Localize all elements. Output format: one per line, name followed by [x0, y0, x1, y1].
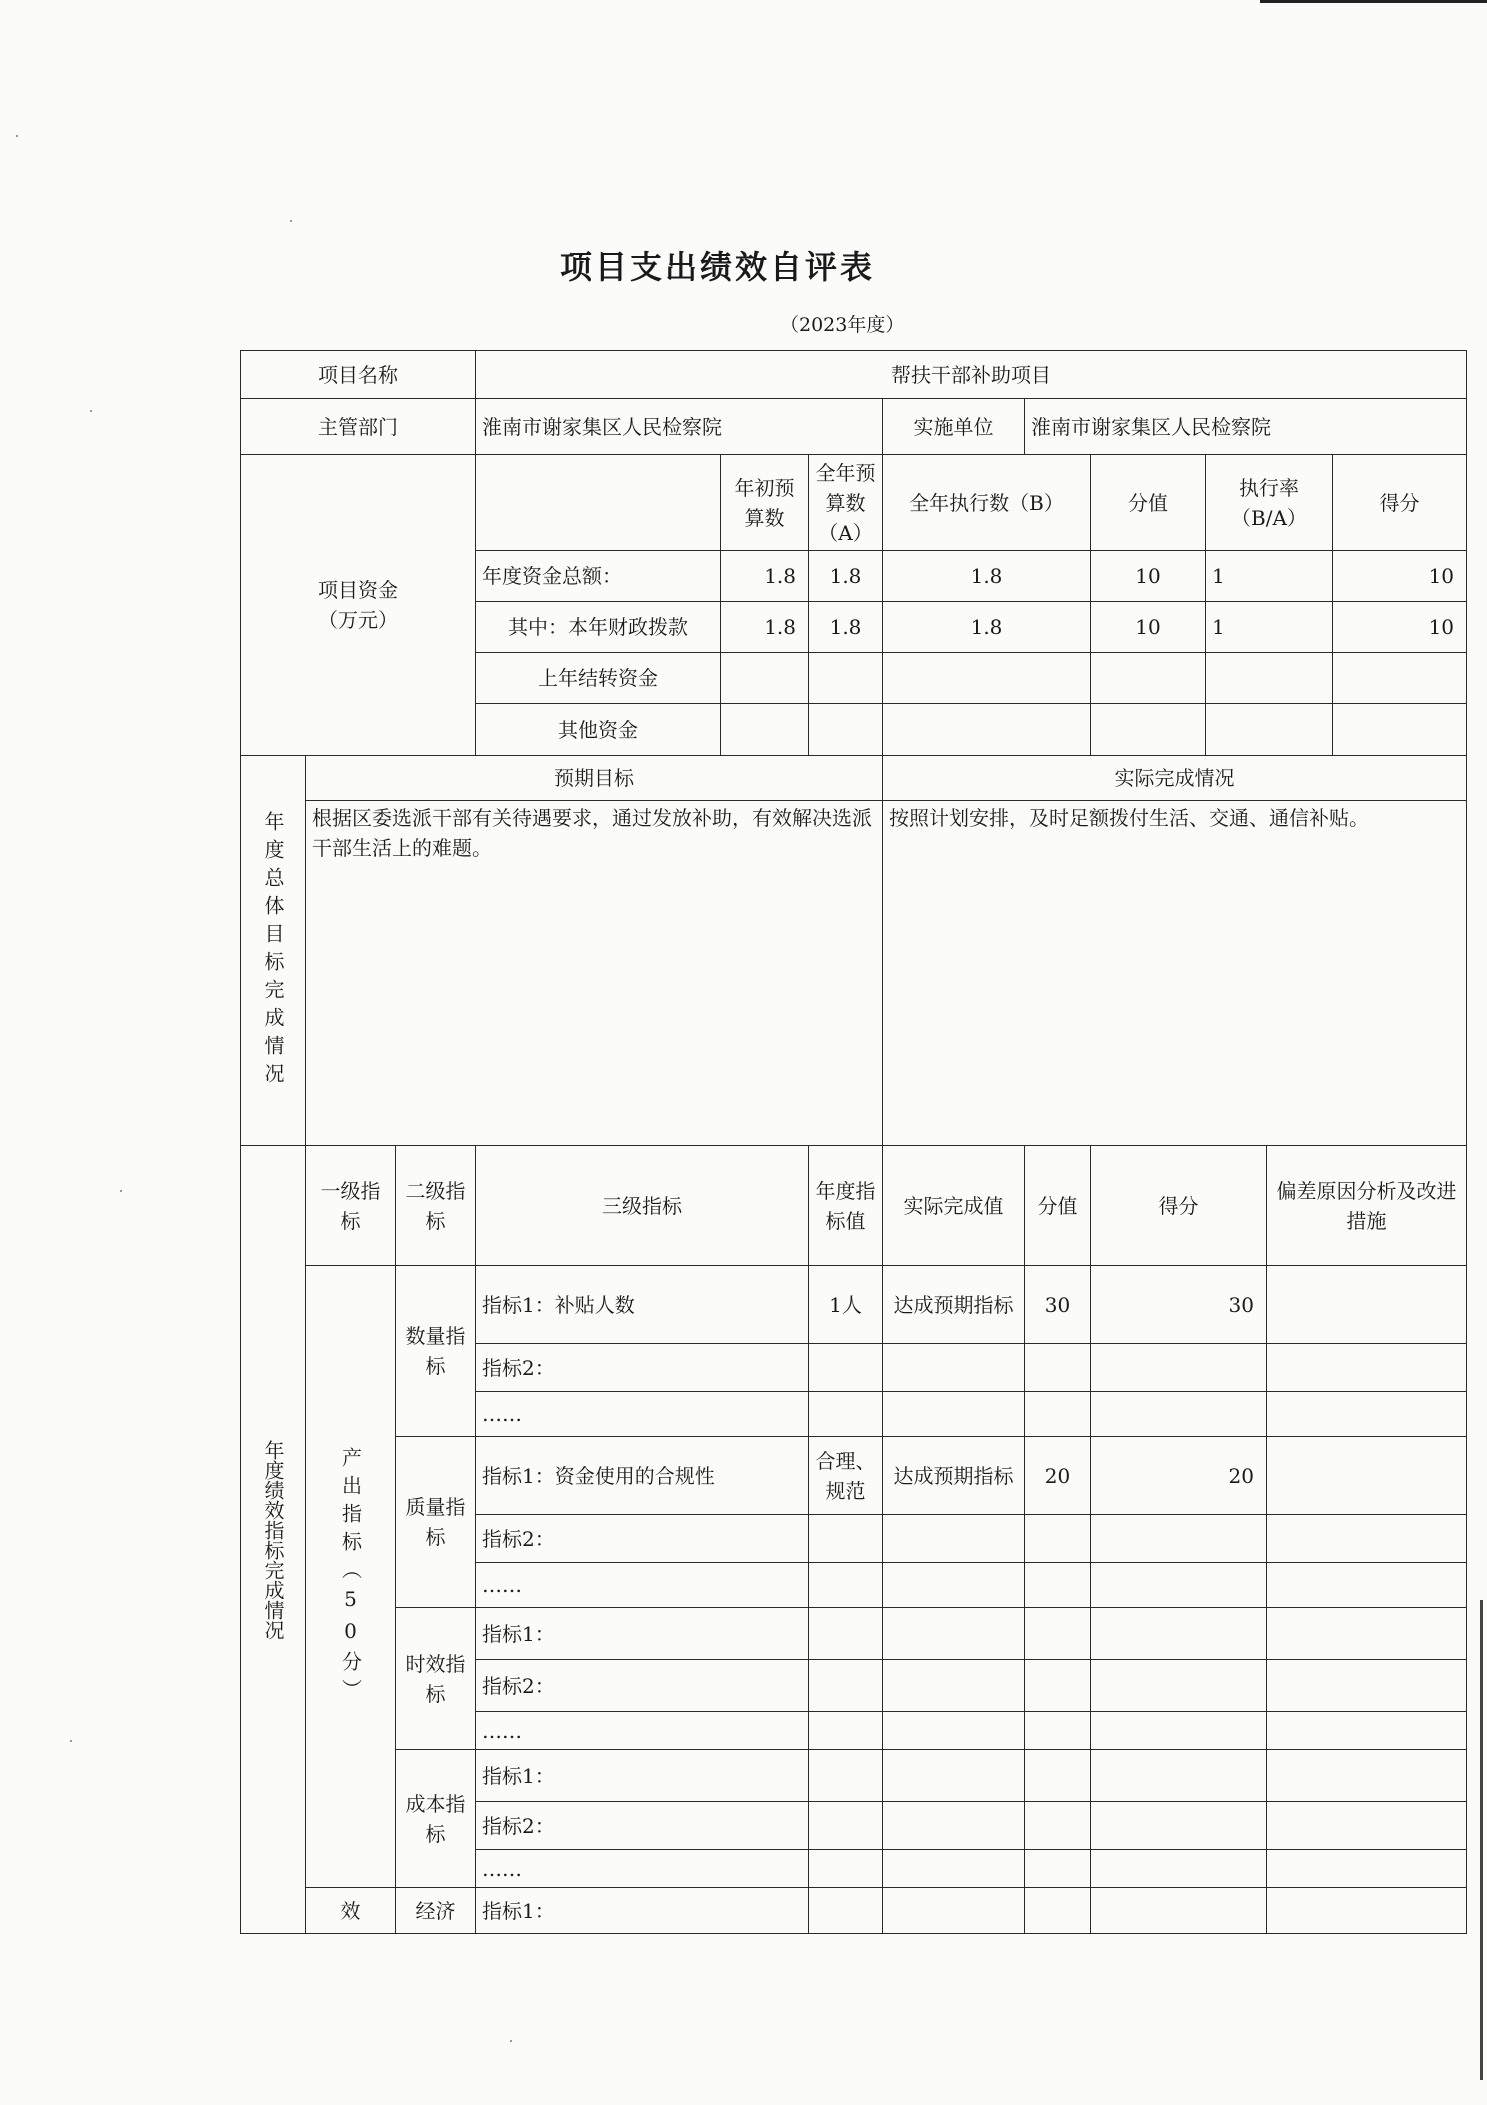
indicator-analysis — [1267, 1660, 1467, 1712]
col-annual-budget: 全年预算数（A） — [809, 455, 883, 551]
funds-row-name: 其他资金 — [476, 704, 721, 756]
indicator-score-value — [1025, 1608, 1091, 1660]
indicator-item: …… — [476, 1712, 809, 1750]
group-label: 成本指标 — [396, 1750, 476, 1888]
indicator-score-value — [1025, 1660, 1091, 1712]
indicator-item: …… — [476, 1850, 809, 1888]
indicator-score — [1091, 1850, 1267, 1888]
funds-executed — [883, 704, 1091, 756]
goals-header-row — [241, 756, 1467, 801]
indicator-actual — [883, 1850, 1025, 1888]
level3-header: 三级指标 — [476, 1146, 809, 1266]
funds-score: 10 — [1333, 602, 1467, 653]
actual-value-header: 实际完成值 — [883, 1146, 1025, 1266]
indicator-score — [1091, 1750, 1267, 1802]
indicator-analysis — [1267, 1888, 1467, 1934]
indicator-target — [809, 1660, 883, 1712]
indicator-row — [241, 1266, 1467, 1344]
indicator-target: 1人 — [809, 1266, 883, 1344]
indicator-actual — [883, 1344, 1025, 1392]
indicator-analysis — [1267, 1437, 1467, 1515]
year-subtitle: （2023年度） — [780, 314, 905, 336]
funds-initial — [721, 653, 809, 704]
indicator-item: 指标2： — [476, 1660, 809, 1712]
funds-annual — [809, 704, 883, 756]
indicator-item: 指标1： — [476, 1888, 809, 1934]
indicator-analysis — [1267, 1712, 1467, 1750]
indicator-score — [1091, 1802, 1267, 1850]
indicator-item: 指标1： — [476, 1750, 809, 1802]
group-label: 经济 — [396, 1888, 476, 1934]
funds-label-line1: 项目资金 — [318, 578, 398, 602]
project-name-row — [241, 351, 1467, 399]
indicator-target — [809, 1888, 883, 1934]
indicator-target — [809, 1563, 883, 1608]
funds-executed — [883, 653, 1091, 704]
project-name-value: 帮扶干部补助项目 — [476, 351, 1467, 399]
indicator-score — [1091, 1515, 1267, 1563]
department-value: 淮南市谢家集区人民检察院 — [476, 399, 883, 455]
indicator-item: 指标1：补贴人数 — [476, 1266, 809, 1344]
indicator-target — [809, 1344, 883, 1392]
col-initial-budget: 年初预算数 — [721, 455, 809, 551]
project-name-label: 项目名称 — [241, 351, 476, 399]
effect-indicator-label: 效 — [306, 1888, 396, 1934]
col-executed: 全年执行数（B） — [883, 455, 1091, 551]
col-score-value: 分值 — [1091, 455, 1206, 551]
indicator-row — [241, 1437, 1467, 1515]
funds-initial: 1.8 — [721, 551, 809, 602]
indicator-actual: 达成预期指标 — [883, 1266, 1025, 1344]
funds-header-blank — [476, 455, 721, 551]
funds-annual: 1.8 — [809, 551, 883, 602]
group-label: 数量指标 — [396, 1266, 476, 1437]
indicator-score — [1091, 1660, 1267, 1712]
indicator-analysis — [1267, 1266, 1467, 1344]
indicator-score-value — [1025, 1563, 1091, 1608]
indicator-target — [809, 1392, 883, 1437]
col-exec-rate: 执行率（B/A） — [1206, 455, 1333, 551]
funds-score-value — [1091, 704, 1206, 756]
funds-label-line2: （万元） — [318, 608, 398, 632]
scan-speck — [90, 410, 92, 412]
indicator-actual — [883, 1392, 1025, 1437]
indicator-item: 指标1： — [476, 1608, 809, 1660]
funds-label — [241, 455, 476, 756]
indicator-actual — [883, 1563, 1025, 1608]
indicator-actual — [883, 1515, 1025, 1563]
indicator-score-value — [1025, 1802, 1091, 1850]
funds-score: 10 — [1333, 551, 1467, 602]
indicator-analysis — [1267, 1563, 1467, 1608]
evaluation-table — [240, 350, 1467, 1934]
funds-score — [1333, 704, 1467, 756]
funds-score-value: 10 — [1091, 551, 1206, 602]
indicator-score — [1091, 1608, 1267, 1660]
indicator-target — [809, 1750, 883, 1802]
indicator-analysis — [1267, 1344, 1467, 1392]
funds-rate — [1206, 704, 1333, 756]
indicator-score-value — [1025, 1750, 1091, 1802]
funds-score — [1333, 653, 1467, 704]
actual-result-text: 按照计划安排，及时足额拨付生活、交通、通信补贴。 — [883, 801, 1467, 1146]
indicator-analysis — [1267, 1392, 1467, 1437]
indicator-target — [809, 1802, 883, 1850]
indicator-analysis — [1267, 1515, 1467, 1563]
goals-content-row — [241, 801, 1467, 1146]
score-value-header: 分值 — [1025, 1146, 1091, 1266]
page-title: 项目支出绩效自评表 — [560, 248, 876, 286]
scan-speck — [510, 2040, 512, 2042]
indicator-actual — [883, 1750, 1025, 1802]
indicator-score-value — [1025, 1515, 1091, 1563]
indicator-score-value — [1025, 1392, 1091, 1437]
indicator-score — [1091, 1888, 1267, 1934]
funds-row-name: 年度资金总额： — [476, 551, 721, 602]
scan-speck — [290, 220, 292, 222]
funds-rate: 1 — [1206, 602, 1333, 653]
indicator-item: 指标2： — [476, 1802, 809, 1850]
indicators-side-label: 年度绩效指标完成情况 — [241, 1146, 306, 1934]
level1-header: 一级指标 — [306, 1146, 396, 1266]
indicator-item: 指标2： — [476, 1344, 809, 1392]
indicator-score: 20 — [1091, 1437, 1267, 1515]
implementing-unit-label: 实施单位 — [883, 399, 1025, 455]
analysis-header: 偏差原因分析及改进措施 — [1267, 1146, 1467, 1266]
department-row — [241, 399, 1467, 455]
indicator-target — [809, 1850, 883, 1888]
page-edge-rule-right — [1480, 1600, 1483, 2080]
indicator-actual — [883, 1888, 1025, 1934]
level2-header: 二级指标 — [396, 1146, 476, 1266]
funds-row-name: 其中：本年财政拨款 — [476, 602, 721, 653]
indicator-row — [241, 1888, 1467, 1934]
indicator-analysis — [1267, 1608, 1467, 1660]
indicator-item: …… — [476, 1392, 809, 1437]
funds-row-name: 上年结转资金 — [476, 653, 721, 704]
funds-executed: 1.8 — [883, 602, 1091, 653]
indicators-header-row — [241, 1146, 1467, 1266]
funds-initial — [721, 704, 809, 756]
indicator-item: 指标1：资金使用的合规性 — [476, 1437, 809, 1515]
scan-speck — [120, 1190, 122, 1192]
output-indicator-label: 产出指标（50分） — [306, 1266, 396, 1888]
indicator-analysis — [1267, 1802, 1467, 1850]
goals-side-label: 年度总体目标完成情况 — [241, 756, 306, 1146]
scan-speck — [16, 135, 18, 137]
page-edge-rule — [1260, 0, 1487, 3]
expected-goal-text: 根据区委选派干部有关待遇要求，通过发放补助，有效解决选派干部生活上的难题。 — [306, 801, 883, 1146]
col-score: 得分 — [1333, 455, 1467, 551]
indicator-score-value — [1025, 1344, 1091, 1392]
department-label: 主管部门 — [241, 399, 476, 455]
funds-rate — [1206, 653, 1333, 704]
indicator-row — [241, 1608, 1467, 1660]
indicator-target — [809, 1515, 883, 1563]
score-header: 得分 — [1091, 1146, 1267, 1266]
indicator-item: 指标2： — [476, 1515, 809, 1563]
indicator-score-value: 30 — [1025, 1266, 1091, 1344]
indicator-score: 30 — [1091, 1266, 1267, 1344]
group-label: 质量指标 — [396, 1437, 476, 1608]
scan-speck — [70, 1740, 72, 1742]
funds-score-value: 10 — [1091, 602, 1206, 653]
indicator-row — [241, 1750, 1467, 1802]
indicator-score — [1091, 1563, 1267, 1608]
indicator-target — [809, 1608, 883, 1660]
indicator-actual — [883, 1660, 1025, 1712]
indicator-score-value: 20 — [1025, 1437, 1091, 1515]
indicator-analysis — [1267, 1750, 1467, 1802]
funds-annual — [809, 653, 883, 704]
indicator-actual — [883, 1802, 1025, 1850]
indicator-analysis — [1267, 1850, 1467, 1888]
implementing-unit-value: 淮南市谢家集区人民检察院 — [1025, 399, 1467, 455]
actual-result-header: 实际完成情况 — [883, 756, 1467, 801]
indicator-item: …… — [476, 1563, 809, 1608]
indicator-target — [809, 1712, 883, 1750]
indicator-actual: 达成预期指标 — [883, 1437, 1025, 1515]
indicator-score-value — [1025, 1850, 1091, 1888]
funds-rate: 1 — [1206, 551, 1333, 602]
indicator-score — [1091, 1344, 1267, 1392]
target-header: 年度指标值 — [809, 1146, 883, 1266]
indicator-score-value — [1025, 1888, 1091, 1934]
funds-executed: 1.8 — [883, 551, 1091, 602]
funds-initial: 1.8 — [721, 602, 809, 653]
indicator-score — [1091, 1392, 1267, 1437]
indicator-score — [1091, 1712, 1267, 1750]
funds-annual: 1.8 — [809, 602, 883, 653]
indicator-target: 合理、规范 — [809, 1437, 883, 1515]
indicator-score-value — [1025, 1712, 1091, 1750]
expected-goal-header: 预期目标 — [306, 756, 883, 801]
funds-score-value — [1091, 653, 1206, 704]
indicator-actual — [883, 1712, 1025, 1750]
funds-header-row — [241, 455, 1467, 551]
group-label: 时效指标 — [396, 1608, 476, 1750]
indicator-actual — [883, 1608, 1025, 1660]
